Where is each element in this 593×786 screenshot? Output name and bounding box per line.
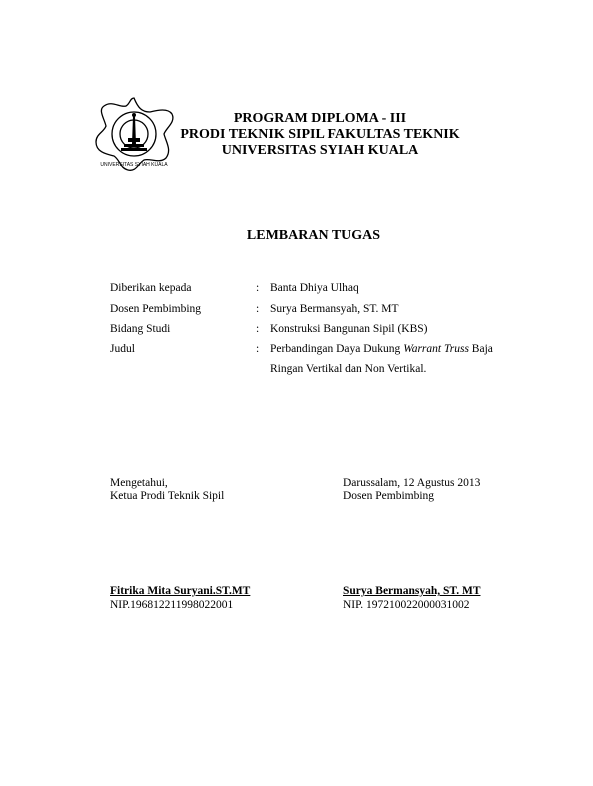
header-prodi: PRODI TEKNIK SIPIL FAKULTAS TEKNIK [180, 127, 460, 142]
left-sig-nip: NIP.196812211998022001 [110, 599, 234, 611]
field-label-recipient: Diberikan kepada [110, 282, 192, 294]
right-sig-name: Surya Bermansyah, ST. MT [343, 585, 481, 597]
field-value-title-line2: Ringan Vertikal dan Non Vertikal. [270, 363, 427, 375]
field-label-study-field: Bidang Studi [110, 323, 171, 335]
page-title: LEMBARAN TUGAS [246, 228, 381, 243]
field-value-recipient: Banta Dhiya Ulhaq [270, 282, 359, 294]
field-label-supervisor: Dosen Pembimbing [110, 303, 202, 315]
logo-text: UNIVERSITAS SYIAH KUALA [100, 162, 168, 168]
right-sig-place-date: Darussalam, 12 Agustus 2013 [343, 477, 481, 489]
title-text-italic: Warrant Truss [403, 343, 469, 355]
title-text-post: Baja [468, 343, 493, 355]
left-sig-intro: Mengetahui, [110, 477, 168, 489]
field-colon: : [256, 343, 260, 355]
title-text-pre: Perbandingan Daya Dukung [270, 343, 404, 355]
right-sig-role: Dosen Pembimbing [343, 490, 435, 502]
header-university: UNIVERSITAS SYIAH KUALA [221, 143, 419, 158]
field-value-study-field: Konstruksi Bangunan Sipil (KBS) [270, 323, 428, 335]
left-sig-name: Fitrika Mita Suryani.ST.MT [110, 585, 251, 597]
left-sig-role: Ketua Prodi Teknik Sipil [110, 490, 225, 502]
field-colon: : [256, 282, 260, 294]
field-colon: : [256, 323, 260, 335]
field-label-title: Judul [110, 343, 135, 355]
field-value-supervisor: Surya Bermansyah, ST. MT [270, 303, 399, 315]
field-colon: : [256, 303, 260, 315]
right-sig-nip: NIP. 197210022000031002 [343, 599, 470, 611]
field-value-title [270, 342, 493, 356]
header-program: PROGRAM DIPLOMA - III [233, 111, 407, 126]
